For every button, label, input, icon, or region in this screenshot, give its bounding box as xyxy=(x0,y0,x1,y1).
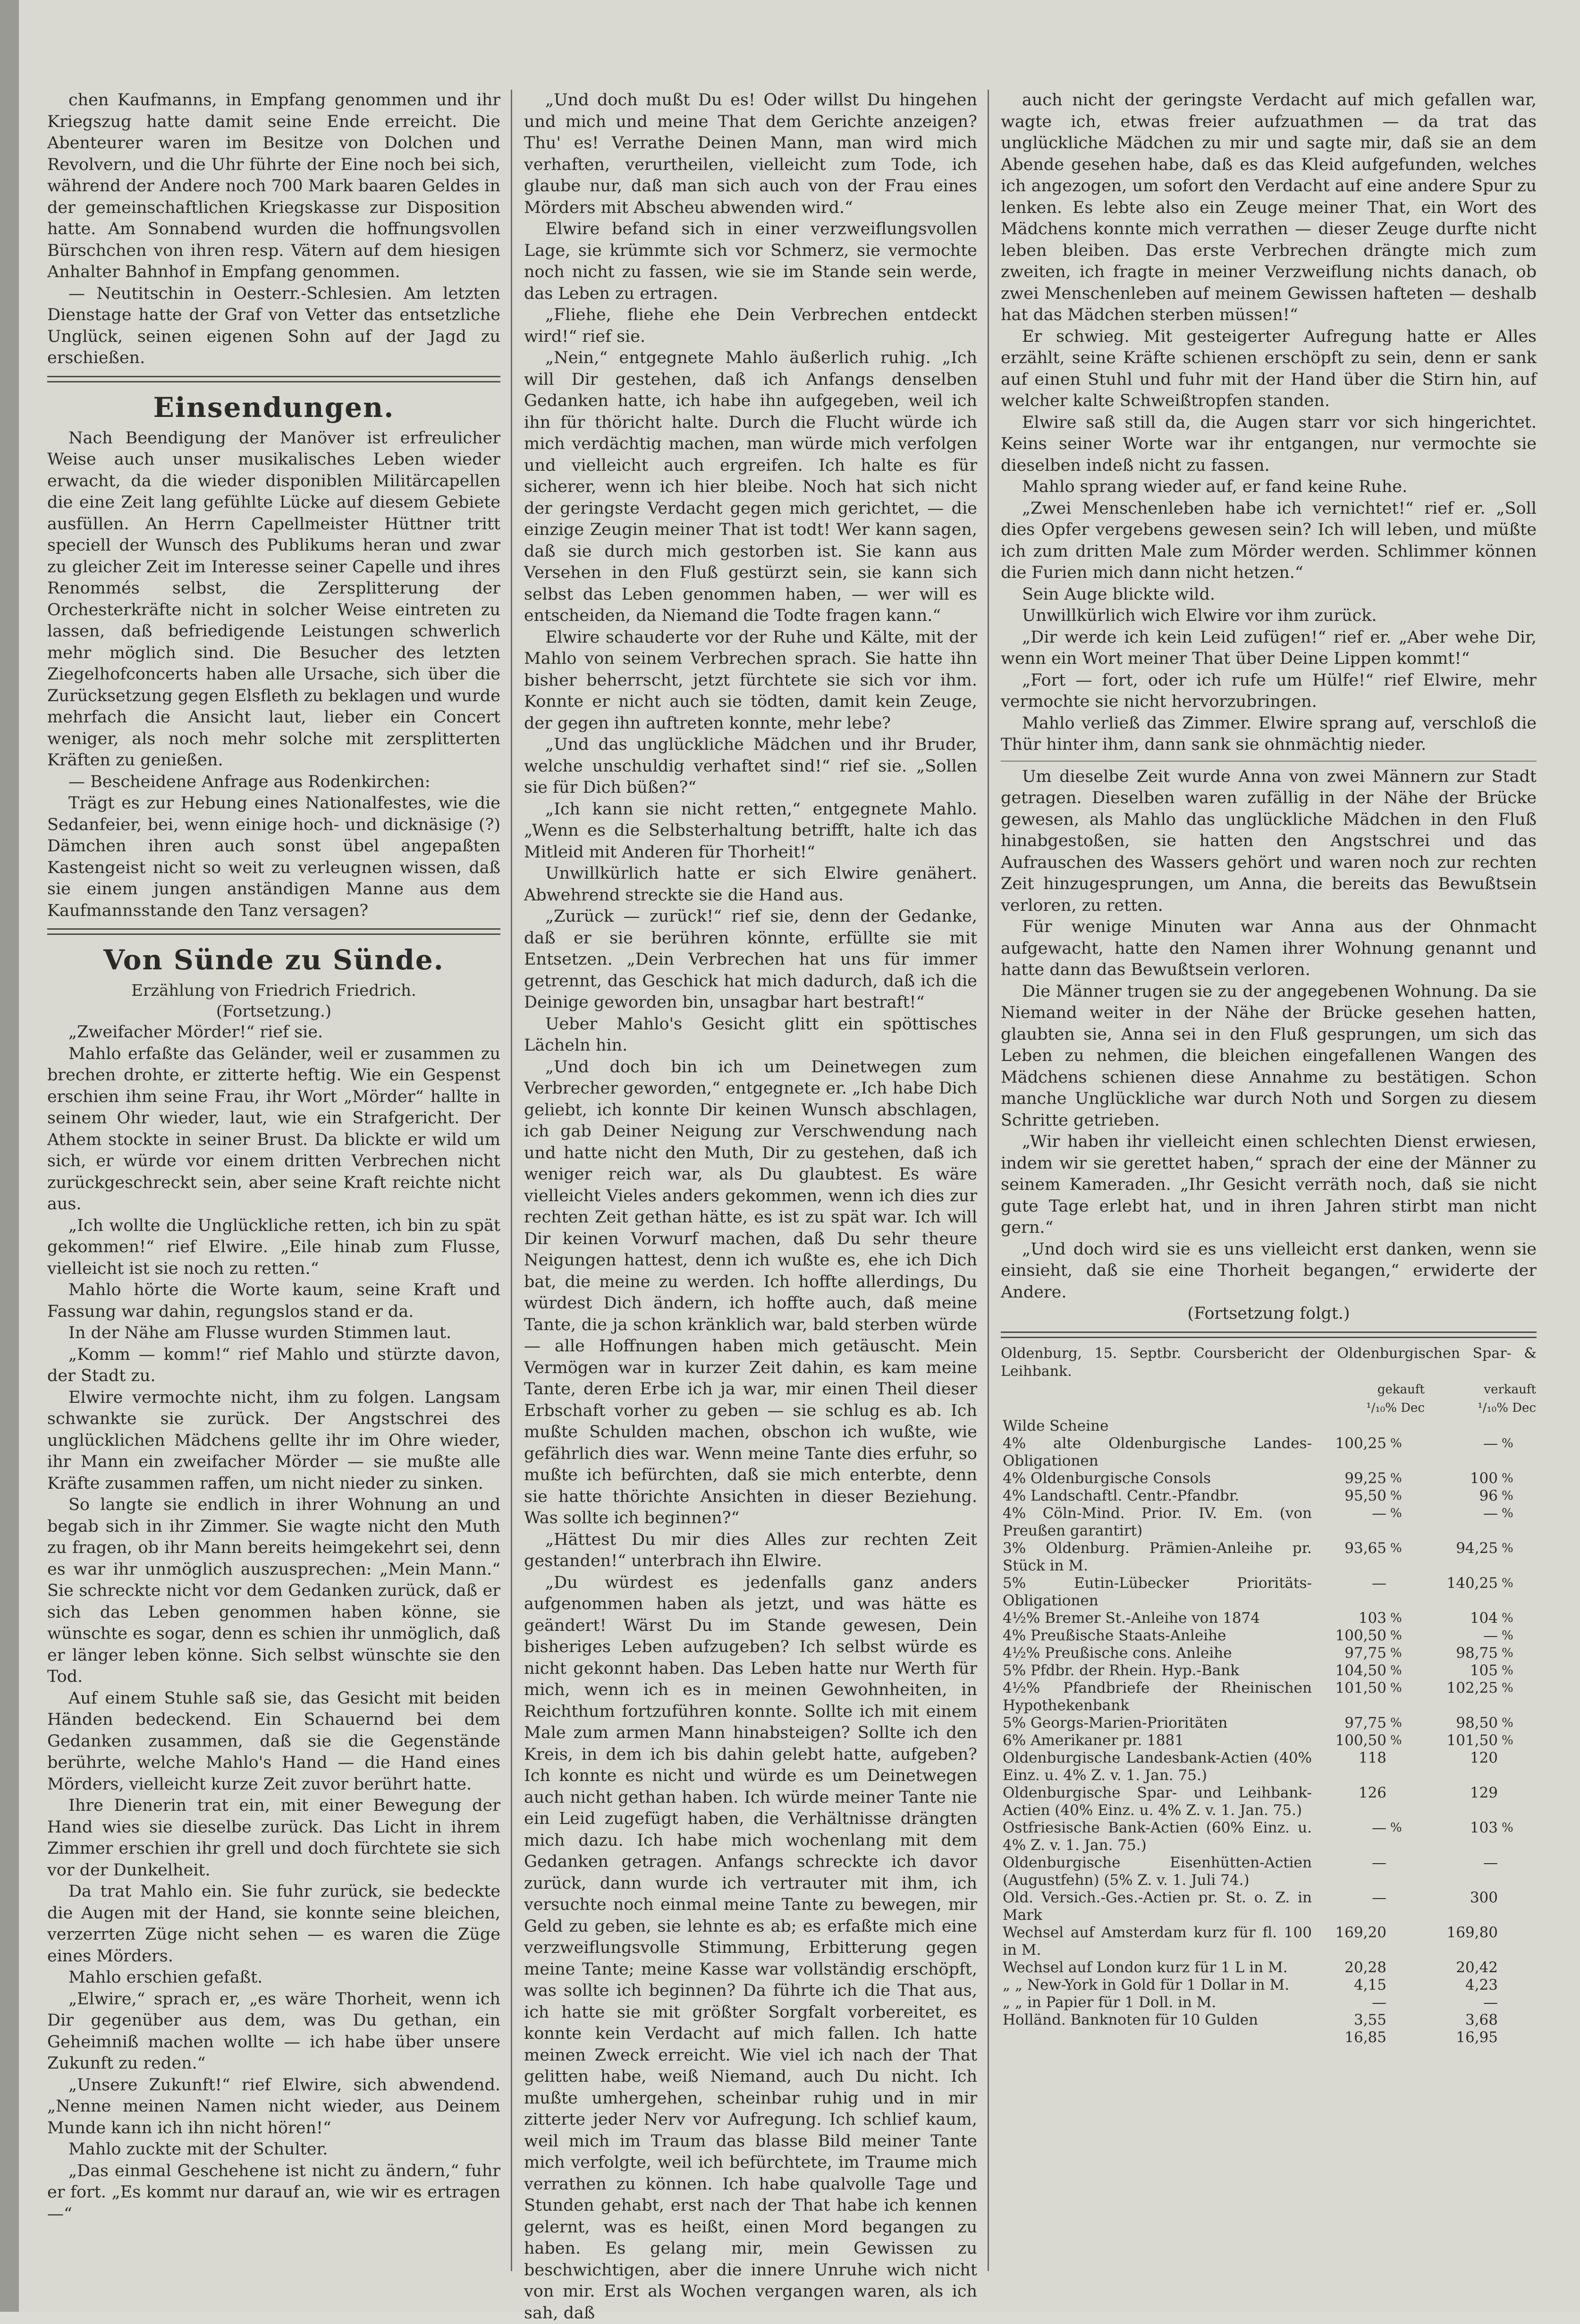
security-name: 4% Cöln-Mind. Prior. IV. Em. (von Preußen garantirt) xyxy=(1001,1505,1314,1540)
bought-rate: 97,75 xyxy=(1314,1645,1388,1662)
sold-unit xyxy=(1500,1959,1537,1976)
security-name: Old. Versich.-Ges.-Actien pr. St. o. Z. in Mark xyxy=(1001,1889,1314,1924)
sold-unit: % xyxy=(1500,1732,1537,1749)
sold-rate: 129 xyxy=(1425,1784,1500,1819)
sold-unit xyxy=(1500,1976,1537,1994)
story-paragraph: „Das einmal Geschehene ist nicht zu ändern,“ fuhr er fort. „Es kommt nur darauf an, wie wir es ertragen —“ xyxy=(47,2161,500,2225)
bought-unit: % xyxy=(1388,1679,1425,1714)
story-paragraph: auch nicht der geringste Verdacht auf mich gefallen war, wagte ich, etwas freier aufzuathmen — da trat das unglückliche Mädchen zu mir und sagte mir, daß sie an dem Abende gesehen habe, daß es das Kleid aufgefunden, welches ich angezogen, um sofort den Verdacht auf eine andere Spur zu lenken. Es lebte also ein Zeuge meiner That, ein Wort des Mädchens konnte mich verrathen — dieser Zeuge durfte nicht leben bleiben. Das erste Verbrechen drängte mich zum zweiten, ich fragte in meiner Verzweiflung nichts danach, ob zwei Menschenleben auf meinem Gewissen hafteten — deshalb hat das Mädchen sterben müssen!“ xyxy=(1001,90,1537,326)
table-row xyxy=(1001,1679,1537,1714)
story-paragraph: Sein Auge blickte wild. xyxy=(1001,584,1537,606)
sold-unit: % xyxy=(1500,1627,1537,1645)
bought-unit xyxy=(1388,1575,1425,1610)
bought-unit xyxy=(1388,1924,1425,1959)
table-row xyxy=(1001,1470,1537,1487)
security-name: 5% Pfdbr. der Rhein. Hyp.-Bank xyxy=(1001,1662,1314,1679)
sold-rate: — xyxy=(1425,1627,1500,1645)
security-name: 4½% Pfandbriefe der Rheinischen Hypothekenbank xyxy=(1001,1679,1314,1714)
sold-unit xyxy=(1500,1889,1537,1924)
story-paragraph: „Hättest Du mir dies Alles zur rechten Zeit gestanden!“ unterbrach ihn Elwire. xyxy=(524,1529,977,1572)
table-row xyxy=(1001,1645,1537,1662)
story-paragraph: Ihre Dienerin trat ein, mit einer Bewegung der Hand wies sie dieselbe zurück. Das Licht in ihrem Zimmer erschien ihr grell und doch fürchtete sie sich vor der Dunkelheit. xyxy=(47,1795,500,1881)
sold-unit: % xyxy=(1500,1610,1537,1627)
section-divider xyxy=(47,928,500,935)
bought-unit: % xyxy=(1388,1627,1425,1645)
security-name: Oldenburgische Landesbank-Actien (40% Einz. u. 4% Z. v. 1. Jan. 75.) xyxy=(1001,1749,1314,1784)
news-paragraph: — Bescheidene Anfrage aus Rodenkirchen: xyxy=(47,772,500,793)
bought-rate: 93,65 xyxy=(1314,1540,1388,1575)
bought-unit: % xyxy=(1388,1645,1425,1662)
section-heading-einsendungen: Einsendungen. xyxy=(47,391,500,424)
security-name xyxy=(1001,2029,1314,2046)
table-row xyxy=(1001,1784,1537,1819)
bought-unit: % xyxy=(1388,1819,1425,1854)
sold-unit xyxy=(1500,2029,1537,2046)
story-paragraph: „Komm — komm!“ rief Mahlo und stürzte davon, der Stadt zu. xyxy=(47,1344,500,1387)
sold-unit: % xyxy=(1500,1505,1537,1540)
table-row xyxy=(1001,1662,1537,1679)
bought-unit: % xyxy=(1388,1662,1425,1679)
bought-unit: % xyxy=(1388,1610,1425,1627)
sold-rate: 105 xyxy=(1425,1662,1500,1679)
sold-unit: % xyxy=(1500,1679,1537,1714)
section-heading-serial: Von Sünde zu Sünde. xyxy=(47,943,500,976)
sold-unit xyxy=(1500,1749,1537,1784)
security-name: „ „ in Papier für 1 Doll. in M. xyxy=(1001,1994,1314,2011)
story-paragraph: „Unsere Zukunft!“ rief Elwire, sich abwendend. „Nenne meinen Namen nicht wieder, aus Deinem Munde kann ich ihn nicht hören!“ xyxy=(47,2075,500,2139)
binding-edge xyxy=(0,0,19,2312)
bought-rate: — xyxy=(1314,1505,1388,1540)
table-subheader-row xyxy=(1001,1399,1537,1417)
sold-rate: 169,80 xyxy=(1425,1924,1500,1959)
security-name: 6% Amerikaner pr. 1881 xyxy=(1001,1732,1314,1749)
table-header-row xyxy=(1001,1381,1537,1399)
story-paragraph: Mahlo hörte die Worte kaum, seine Kraft und Fassung war dahin, regungslos stand er da. xyxy=(47,1280,500,1323)
bought-unit xyxy=(1388,1976,1425,1994)
sold-unit: % xyxy=(1500,1662,1537,1679)
story-paragraph: In der Nähe am Flusse wurden Stimmen laut. xyxy=(47,1323,500,1344)
column-1 xyxy=(47,90,500,2271)
bought-unit xyxy=(1388,2011,1425,2029)
bought-unit: % xyxy=(1388,1732,1425,1749)
table-row xyxy=(1001,1505,1537,1540)
story-paragraph: Um dieselbe Zeit wurde Anna von zwei Männern zur Stadt getragen. Dieselben waren zufällig in der Nähe der Brücke gewesen, als Mahlo das unglückliche Mädchen in den Fluß hinabgestoßen, sie hatten den Angstschrei und das Aufrauschen des Wassers gehört und waren noch zur rechten Zeit hinzugesprungen, um Anna, die bereits das Bewußtsein verloren, zu retten. xyxy=(1001,766,1537,917)
story-paragraph: „Zwei Menschenleben habe ich vernichtet!“ rief er. „Soll dies Opfer vergebens gewesen sein? Ich will leben, und müßte ich zum dritten Male zum Mörder werden. Schlimmer können die Furien mich dann nicht hetzen.“ xyxy=(1001,498,1537,584)
security-name: „ „ New-York in Gold für 1 Dollar in M. xyxy=(1001,1976,1314,1994)
serial-continuation: (Fortsetzung.) xyxy=(47,1001,500,1022)
story-paragraph: Da trat Mahlo ein. Sie fuhr zurück, sie bedeckte die Augen mit der Hand, sie konnte seine bleichen, verzerrten Züge nicht sehen — es waren die Züge eines Mörders. xyxy=(47,1881,500,1967)
story-paragraph: Die Männer trugen sie zu der angegebenen Wohnung. Da sie Niemand weiter in der Nähe der Brücke gesehen hatten, glaubten sie, Anna sei in den Fluß gesprungen, um sich das Leben zu nehmen, die bleichen eingefallenen Wangen des Mädchens schienen diese Annahme zu bestätigen. Schon manche Unglückliche war durch Noth und Sorgen zu diesem Schritte getrieben. xyxy=(1001,981,1537,1132)
security-name: 4% Oldenburgische Consols xyxy=(1001,1470,1314,1487)
sold-rate: 96 xyxy=(1425,1487,1500,1505)
bought-rate: 100,50 xyxy=(1314,1732,1388,1749)
bought-rate: — xyxy=(1314,1575,1388,1610)
bought-rate: — xyxy=(1314,1819,1388,1854)
bought-unit: % xyxy=(1388,1714,1425,1732)
table-row xyxy=(1001,1889,1537,1924)
section-divider xyxy=(1001,1332,1537,1338)
bought-rate: 101,50 xyxy=(1314,1679,1388,1714)
col-subheader: ¹/₁₀% Dec xyxy=(1425,1399,1537,1417)
story-paragraph: Mahlo sprang wieder auf, er fand keine Ruhe. xyxy=(1001,476,1537,498)
bought-unit: % xyxy=(1388,1505,1425,1540)
security-name: 4½% Bremer St.-Anleihe von 1874 xyxy=(1001,1610,1314,1627)
bought-rate: 126 xyxy=(1314,1784,1388,1819)
story-paragraph: „Und das unglückliche Mädchen und ihr Bruder, welche unschuldig verhaftet sind!“ rief sie. „Sollen sie für Dich büßen?“ xyxy=(524,734,977,799)
sold-unit: % xyxy=(1500,1470,1537,1487)
story-paragraph: Unwillkürlich hatte er sich Elwire genähert. Abwehrend streckte sie die Hand aus. xyxy=(524,863,977,906)
sold-rate: 102,25 xyxy=(1425,1679,1500,1714)
bought-unit xyxy=(1388,1994,1425,2011)
sold-unit xyxy=(1500,1417,1537,1435)
sold-rate: — xyxy=(1425,1435,1500,1470)
scene-divider xyxy=(1001,761,1537,762)
security-name: Ostfriesische Bank-Actien (60% Einz. u. 4% Z. v. 1. Jan. 75.) xyxy=(1001,1819,1314,1854)
story-paragraph: „Elwire,“ sprach er, „es wäre Thorheit, wenn ich Dir gegenüber aus dem, was Du gethan, ein Geheimniß machen wollte — ich habe über unsere Zukunft zu reden.“ xyxy=(47,1989,500,2075)
sold-unit xyxy=(1500,1994,1537,2011)
table-row xyxy=(1001,1732,1537,1749)
story-paragraph: Elwire saß still da, die Augen starr vor sich hingerichtet. Keins seiner Worte war ihr entgangen, nur vermochte sie dieselben indeß nicht zu fassen. xyxy=(1001,412,1537,477)
sold-rate: 20,42 xyxy=(1425,1959,1500,1976)
col-header-verkauft: verkauft xyxy=(1425,1381,1537,1399)
bought-rate: 118 xyxy=(1314,1749,1388,1784)
bought-rate: — xyxy=(1314,1854,1388,1889)
security-name: Wilde Scheine xyxy=(1001,1417,1314,1435)
story-paragraph: „Und doch bin ich um Deinetwegen zum Verbrecher geworden,“ entgegnete er. „Ich habe Dich geliebt, ich konnte Dir keinen Wunsch abschlagen, ich gab Deiner Neigung zur Verschwendung nach und hatte nicht den Muth, Dir zu gestehen, daß ich weniger reich war, als Du glaubtest. Es wäre vielleicht Vieles anders gekommen, wenn ich dies zur rechten Zeit gethan hätte, es ist zu spät war. Ich will Dir keinen Vorwurf machen, daß Du sehr theure Neigungen hattest, denn ich wußte es, ehe ich Dich bat, die meine zu werden. Ich hoffte allerdings, Du würdest Dich ändern, ich hoffte auch, daß meine Tante, die ja schon kränklich war, bald sterben würde — alle Hoffnungen haben mich getäuscht. Mein Vermögen war in kurzer Zeit dahin, es kam meine Tante, deren Erbe ich ja war, mir einen Theil dieser Erbschaft vorher zu geben — sie schlug es ab. Ich mußte Schulden machen, obschon ich wußte, wie gefährlich dies war. Wenn meine Tante dies erfuhr, so mußte ich befürchten, daß sie mich enterbte, denn sie hatte thörichte Ansichten in dieser Beziehung. Was sollte ich beginnen?“ xyxy=(524,1057,977,1529)
exchange-rate-table xyxy=(1001,1381,1537,2046)
bought-rate: — xyxy=(1314,1994,1388,2011)
story-paragraph: Mahlo zuckte mit der Schulter. xyxy=(47,2139,500,2161)
table-row xyxy=(1001,1540,1537,1575)
security-name: 4% alte Oldenburgische Landes-Obligationen xyxy=(1001,1435,1314,1470)
serial-byline: Erzählung von Friedrich Friedrich. xyxy=(47,980,500,1001)
column-3 xyxy=(1001,90,1537,2271)
story-paragraph: Mahlo verließ das Zimmer. Elwire sprang auf, verschloß die Thür hinter ihm, dann sank sie ohnmächtig nieder. xyxy=(1001,713,1537,756)
story-paragraph: „Fort — fort, oder ich rufe um Hülfe!“ rief Elwire, mehr vermochte sie nicht hervorzubringen. xyxy=(1001,670,1537,713)
story-paragraph: „Ich kann sie nicht retten,“ entgegnete Mahlo. „Wenn es die Selbsterhaltung betrifft, halte ich das Mitleid mit Anderen für Thorheit!“ xyxy=(524,799,977,864)
bought-rate: 100,50 xyxy=(1314,1627,1388,1645)
bought-unit xyxy=(1388,2029,1425,2046)
table-row xyxy=(1001,1924,1537,1959)
sold-rate: 94,25 xyxy=(1425,1540,1500,1575)
exchange-report-title: Oldenburg, 15. Septbr. Coursbericht der Oldenburgischen Spar- & Leihbank. xyxy=(1001,1345,1537,1381)
sold-rate: 98,50 xyxy=(1425,1714,1500,1732)
col-header-gekauft: gekauft xyxy=(1314,1381,1425,1399)
security-name: 4½% Preußische cons. Anleihe xyxy=(1001,1645,1314,1662)
table-row xyxy=(1001,1714,1537,1732)
story-paragraph: „Fliehe, fliehe ehe Dein Verbrechen entdeckt wird!“ rief sie. xyxy=(524,305,977,348)
bought-unit xyxy=(1388,1889,1425,1924)
column-rule xyxy=(988,90,989,2271)
sold-unit xyxy=(1500,1924,1537,1959)
bought-unit: % xyxy=(1388,1470,1425,1487)
bought-rate: 103 xyxy=(1314,1610,1388,1627)
bought-unit: % xyxy=(1388,1540,1425,1575)
story-paragraph: „Du würdest es jedenfalls ganz anders aufgenommen haben als jetzt, und was hätte es geändert! Wärst Du im Stande gewesen, Dein bisheriges Leben aufzugeben? Ich selbst würde es nicht gekonnt haben. Das Leben hatte nur Werth für mich, wenn ich es in meinen Gewohnheiten, in Reichthum fortzuführen konnte. Sollte ich mit einem Male zum armen Mann hinabsteigen? Sollte ich den Kreis, in dem ich bis dahin gelebt hatte, aufgeben? Ich konnte es nicht und würde es um Deinetwegen auch nicht gethan haben. Ich würde meiner Tante nie ein Leid zugefügt haben, die Verhältnisse drängten mich dazu. Ich habe mich wochenlang mit dem Gedanken getragen. Anfangs schreckte ich davor zurück, dann wurde ich vertrauter mit ihm, ich versuchte noch einmal meine Tante zu bewegen, mir Geld zu geben, sie lehnte es ab; es erfaßte mich eine verzweiflungsvolle Stimmung, Erbitterung gegen meine Tante; meine Kasse war vollständig erschöpft, was sollte ich beginnen? Da führte ich die That aus, ich hatte sie mit größter Sorgfalt vorbereitet, es konnte kein Verdacht auf mich fallen. Ich hatte meinen Zweck erreicht. Wie viel ich nach der That gelitten habe, weiß Niemand, auch Du nicht. Ich mußte umhergehen, scheinbar ruhig und in mir zitterte jeder Nerv vor Aufregung. Ich schlief kaum, weil mich im Traum das blasse Bild meiner Tante mich verfolgte, weil ich befürchtete, im Traume mich verrathen zu können. Ich habe qualvolle Tage und Stunden gehabt, erst nach der That habe ich kennen gelernt, was es heißt, einen Mord begangen zu haben. Es gelang mir, mein Gewissen zu beschwichtigen, aber die innere Unruhe wich nicht von mir. Erst als Wochen vergangen waren, als ich sah, daß xyxy=(524,1572,977,2324)
sold-rate: 140,25 xyxy=(1425,1575,1500,1610)
table-row xyxy=(1001,1575,1537,1610)
section-divider xyxy=(47,376,500,382)
sold-rate: 300 xyxy=(1425,1889,1500,1924)
sold-rate: 100 xyxy=(1425,1470,1500,1487)
security-name: 4% Preußische Staats-Anleihe xyxy=(1001,1627,1314,1645)
bought-unit: % xyxy=(1388,1487,1425,1505)
sold-unit xyxy=(1500,1784,1537,1819)
table-row xyxy=(1001,1627,1537,1645)
story-paragraph: „Zurück — zurück!“ rief sie, denn der Gedanke, daß er sie berühren könnte, erfüllte sie mit Entsetzen. „Dein Verbrechen hat uns für immer getrennt, das Geschick hat mich dadurch, daß ich die Deinige geworden bin, unsagbar hart bestraft!“ xyxy=(524,906,977,1014)
bought-rate: — xyxy=(1314,1889,1388,1924)
table-row xyxy=(1001,1854,1537,1889)
story-paragraph: Mahlo erschien gefaßt. xyxy=(47,1967,500,1989)
story-paragraph: Auf einem Stuhle saß sie, das Gesicht mit beiden Händen bedeckend. Ein Schauernd bei dem Gedanken zusammen, daß sie die Gegenstände berührte, welche Mahlo's Hand — die Hand eines Mörders, vielleicht kurze Zeit zuvor berührt hatte. xyxy=(47,1688,500,1796)
sold-unit: % xyxy=(1500,1435,1537,1470)
story-paragraph: Ueber Mahlo's Gesicht glitt ein spöttisches Lächeln hin. xyxy=(524,1014,977,1057)
sold-rate: 4,23 xyxy=(1425,1976,1500,1994)
table-row xyxy=(1001,1819,1537,1854)
story-paragraph: Elwire schauderte vor der Ruhe und Kälte, mit der Mahlo von seinem Verbrechen sprach. Sie hatte ihn bisher beherrscht, jetzt fürchtete sie sich vor ihm. Konnte er nicht auch sie tödten, damit kein Zeuge, der gegen ihn auftreten konnte, mehr lebe? xyxy=(524,627,977,735)
sold-unit xyxy=(1500,1854,1537,1889)
story-paragraph: So langte sie endlich in ihrer Wohnung an und begab sich in ihr Zimmer. Sie wagte nicht den Muth zu fragen, ob ihr Mann bereits heimgekehrt sei, denn es war ihr unmöglich auszusprechen: „Mein Mann.“ Sie schreckte nicht vor dem Gedanken zurück, daß er sich das Leben genommen haben könne, sie wünschte es sogar, denn es schien ihr unmöglich, daß er länger leben könne. Sich selbst wünschte sie den Tod. xyxy=(47,1494,500,1688)
sold-rate: 104 xyxy=(1425,1610,1500,1627)
story-paragraph: Unwillkürlich wich Elwire vor ihm zurück. xyxy=(1001,605,1537,627)
sold-rate: 98,75 xyxy=(1425,1645,1500,1662)
sold-rate: 120 xyxy=(1425,1749,1500,1784)
sold-rate: — xyxy=(1425,1854,1500,1889)
sold-unit xyxy=(1500,2011,1537,2029)
security-name: Oldenburgische Spar- und Leihbank-Actien (40% Einz. u. 4% Z. v. 1. Jan. 75.) xyxy=(1001,1784,1314,1819)
story-paragraph: Für wenige Minuten war Anna aus der Ohnmacht aufgewacht, hatte den Namen ihrer Wohnung genannt und hatte dann das Bewußtsein verloren. xyxy=(1001,916,1537,981)
sold-rate xyxy=(1425,1417,1500,1435)
sold-rate: 16,95 xyxy=(1425,2029,1500,2046)
table-row xyxy=(1001,2011,1537,2029)
bought-unit xyxy=(1388,1417,1425,1435)
sold-unit: % xyxy=(1500,1540,1537,1575)
table-row xyxy=(1001,2029,1537,2046)
bought-rate: 95,50 xyxy=(1314,1487,1388,1505)
column-2 xyxy=(524,90,977,2271)
bought-rate: 99,25 xyxy=(1314,1470,1388,1487)
table-row xyxy=(1001,1610,1537,1627)
bought-rate: 104,50 xyxy=(1314,1662,1388,1679)
news-paragraph: Nach Beendigung der Manöver ist erfreulicher Weise auch unser musikalisches Leben wieder erwacht, da die wieder disponiblen Militärcapellen die eine Zeit lang gefühlte Lücke auf diesem Gebiete ausfüllen. An Herrn Capellmeister Hüttner tritt speciell der Wunsch des Publikums heran und zwar zu gleicher Zeit im Interesse seiner Capelle und ihres Renommés selbst, die Zersplitterung der Orchesterkräfte nicht in solcher Weise eintreten zu lassen, daß befriedigende Leistungen schwerlich mehr möglich sind. Die Besucher des letzten Ziegelhofconcerts haben alle Ursache, sich über die Zurücksetzung gegen Elsfleth zu beklagen und wurde mehrfach die Ansicht laut, lieber ein Concert weniger, als noch mehr solche mit zersplitterten Kräften zu genießen. xyxy=(47,428,500,772)
table-row xyxy=(1001,1749,1537,1784)
table-row xyxy=(1001,1959,1537,1976)
bought-unit xyxy=(1388,1959,1425,1976)
table-row xyxy=(1001,1487,1537,1505)
story-paragraph: Elwire vermochte nicht, ihm zu folgen. Langsam schwankte sie zurück. Der Angstschrei des unglücklichen Mädchens gellte ihr im Ohre wieder, ihr Mann ein zweifacher Mörder — sie mußte alle Kräfte zusammen raffen, um nicht nieder zu sinken. xyxy=(47,1387,500,1495)
sold-rate: 3,68 xyxy=(1425,2011,1500,2029)
bought-unit xyxy=(1388,1854,1425,1889)
bought-rate: 97,75 xyxy=(1314,1714,1388,1732)
table-row xyxy=(1001,1435,1537,1470)
news-paragraph: Trägt es zur Hebung eines Nationalfestes, wie die Sedanfeier, bei, wenn einige hoch- und dicknäsige (?) Dämchen ihren auch sonst übel angepaßten Kastengeist nicht so weit zu verleugnen wissen, daß sie einem jungen anständigen Manne aus dem Kaufmannsstande den Tanz versagen? xyxy=(47,793,500,922)
story-paragraph: „Wir haben ihr vielleicht einen schlechten Dienst erwiesen, indem wir sie gerettet haben,“ sprach der eine der Männer zu seinem Kameraden. „Ihr Gesicht verräth noch, daß sie nicht gute Tage erlebt hat, und in ihren Jahren stirbt man nicht gern.“ xyxy=(1001,1131,1537,1239)
story-paragraph: Elwire befand sich in einer verzweiflungsvollen Lage, sie krümmte sich vor Schmerz, sie vermochte noch nicht zu fassen, wie sie im Stande sein werde, das Leben zu ertragen. xyxy=(524,219,977,305)
story-paragraph: „Nein,“ entgegnete Mahlo äußerlich ruhig. „Ich will Dir gestehen, daß ich Anfangs denselben Gedanken hatte, ich habe ihn aufgegeben, weil ich ihn für thöricht halte. Durch die Flucht würde ich mich verdächtig machen, man würde mich verfolgen und vielleicht auch ergreifen. Ich halte es für sicherer, wenn ich hier bleibe. Noch hat sich nicht der geringste Verdacht gegen mich gerichtet, — die einzige Zeugin meiner That ist todt! Wer kann sagen, daß sie durch mich gestorben ist. Sie kann aus Versehen in den Fluß gestürzt sein, sie kann sich selbst das Leben genommen haben, — wer will es entscheiden, da Niemand die Todte fragen kann.“ xyxy=(524,348,977,627)
sold-rate: — xyxy=(1425,1505,1500,1540)
security-name: Holländ. Banknoten für 10 Gulden xyxy=(1001,2011,1314,2029)
security-name: Oldenburgische Eisenhütten-Actien (Augustfehn) (5% Z. v. 1. Juli 74.) xyxy=(1001,1854,1314,1889)
sold-unit: % xyxy=(1500,1575,1537,1610)
story-paragraph: „Zweifacher Mörder!“ rief sie. xyxy=(47,1022,500,1043)
news-paragraph: — Neutitschin in Oesterr.-Schlesien. Am letzten Dienstage hatte der Graf von Vetter das entsetzliche Unglück, seinen eigenen Sohn auf der Jagd zu erschießen. xyxy=(47,283,500,369)
story-paragraph: „Und doch wird sie es uns vielleicht erst danken, wenn sie einsieht, daß sie eine Thorheit begangen,“ erwiderte der Andere. xyxy=(1001,1239,1537,1304)
security-name: 5% Georgs-Marien-Prioritäten xyxy=(1001,1714,1314,1732)
bought-rate xyxy=(1314,1417,1388,1435)
table-row xyxy=(1001,1976,1537,1994)
col-subheader: ¹/₁₀% Dec xyxy=(1314,1399,1425,1417)
sold-rate: 103 xyxy=(1425,1819,1500,1854)
continuation-note: (Fortsetzung folgt.) xyxy=(1001,1303,1537,1325)
security-name: Wechsel auf Amsterdam kurz für fl. 100 in M. xyxy=(1001,1924,1314,1959)
story-paragraph: „Ich wollte die Unglückliche retten, ich bin zu spät gekommen!“ rief Elwire. „Eile hinab zum Flusse, vielleicht ist sie noch zu retten.“ xyxy=(47,1215,500,1280)
table-row xyxy=(1001,1994,1537,2011)
story-paragraph: Mahlo erfaßte das Geländer, weil er zusammen zu brechen drohte, er zitterte heftig. Wie ein Gespenst erschien ihm seine Frau, ihr Wort „Mörder“ hallte in seinem Ohr wieder, laut, wie ein Strafgericht. Der Athem stockte in seiner Brust. Da blickte er wild um sich, er würde vor einem dritten Verbrechen nicht zurückgeschreckt sein, aber seine Kraft reichte nicht aus. xyxy=(47,1043,500,1215)
bought-rate: 4,15 xyxy=(1314,1976,1388,1994)
story-paragraph: „Und doch mußt Du es! Oder willst Du hingehen und mich und meine That dem Gerichte anzeigen? Thu' es! Verrathe Deinen Mann, man wird mich verhaften, verurtheilen, vielleicht zum Tode, ich glaube nur, daß man sich auch von der Frau eines Mörders mit Abscheu abwenden wird.“ xyxy=(524,90,977,219)
sold-unit: % xyxy=(1500,1645,1537,1662)
bought-rate: 169,20 xyxy=(1314,1924,1388,1959)
security-name: Wechsel auf London kurz für 1 L in M. xyxy=(1001,1959,1314,1976)
bought-rate: 20,28 xyxy=(1314,1959,1388,1976)
table-row xyxy=(1001,1417,1537,1435)
story-paragraph: „Dir werde ich kein Leid zufügen!“ rief er. „Aber wehe Dir, wenn ein Wort meiner That über Deine Lippen kommt!“ xyxy=(1001,627,1537,670)
bought-rate: 3,55 xyxy=(1314,2011,1388,2029)
sold-unit: % xyxy=(1500,1819,1537,1854)
story-paragraph: Er schwieg. Mit gesteigerter Aufregung hatte er Alles erzählt, seine Kräfte schienen erschöpft zu sein, denn er sank auf einen Stuhl und fuhr mit der Hand über die Stirn hin, auf welcher kalte Schweißtropfen standen. xyxy=(1001,326,1537,412)
bought-unit xyxy=(1388,1784,1425,1819)
security-name: 3% Oldenburg. Prämien-Anleihe pr. Stück in M. xyxy=(1001,1540,1314,1575)
bought-rate: 16,85 xyxy=(1314,2029,1388,2046)
sold-rate: — xyxy=(1425,1994,1500,2011)
sold-unit: % xyxy=(1500,1714,1537,1732)
bought-unit xyxy=(1388,1749,1425,1784)
bought-unit: % xyxy=(1388,1435,1425,1470)
bought-rate: 100,25 xyxy=(1314,1435,1388,1470)
news-paragraph: chen Kaufmanns, in Empfang genommen und ihr Kriegszug hatte damit seine Ende erreicht. Die Abenteurer waren im Besitze von Dolchen und Revolvern, und die Uhr führte der Eine noch bei sich, während der Andere noch 700 Mark baaren Geldes in der gemeinschaftlichen Kriegskasse zur Disposition hatte. Am Sonnabend wurden die hoffnungsvollen Bürschchen von ihren resp. Vätern auf dem hiesigen Anhalter Bahnhof in Empfang genommen. xyxy=(47,90,500,283)
column-rule xyxy=(511,90,512,2271)
sold-unit: % xyxy=(1500,1487,1537,1505)
security-name: 5% Eutin-Lübecker Prioritäts-Obligationen xyxy=(1001,1575,1314,1610)
security-name: 4% Landschaftl. Centr.-Pfandbr. xyxy=(1001,1487,1314,1505)
sold-rate: 101,50 xyxy=(1425,1732,1500,1749)
